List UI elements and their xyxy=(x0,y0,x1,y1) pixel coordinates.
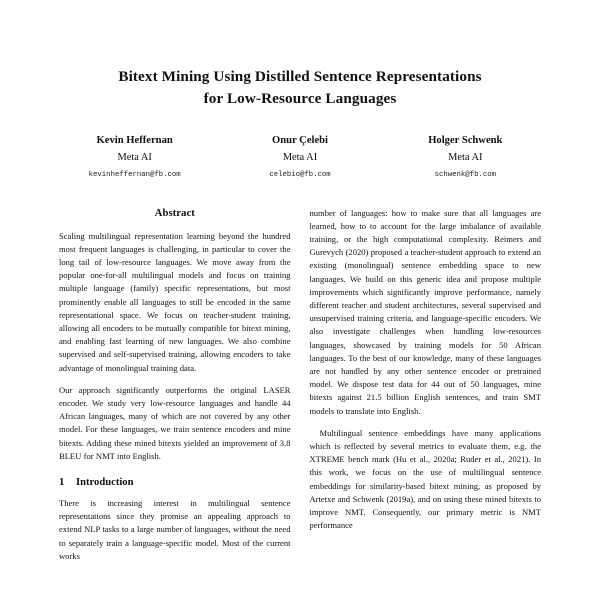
author-entry xyxy=(52,133,217,180)
author-affiliation: Meta AI xyxy=(282,152,318,164)
author-affiliation: Meta AI xyxy=(117,152,152,164)
introduction-paragraph-1: There is increasing interest in multilingual sentence representations since they promise an appealing approach to extend NLP tasks to a large number of languages, without the need to separately train a language-specific model. Most of the current works xyxy=(59,498,291,561)
section-title: Introduction xyxy=(76,477,134,489)
author-name: Onur Çelebi xyxy=(271,135,328,147)
author-email[interactable]: schwenk@fb.com xyxy=(434,170,496,179)
abstract-paragraph-2: Our approach significantly outperforms the original LASER encoder. We study very low-resource languages and handle 44 African languages, many of which are not covered by any other model. For these languages, we train sentence encoders and mine bitexts. Adding these mined bitexts yielded an improvement of 3.8 BLEU for NMT into English. xyxy=(59,384,291,461)
author-entry xyxy=(383,133,548,180)
author-name: Kevin Heffernan xyxy=(96,135,173,147)
author-affiliation: Meta AI xyxy=(448,152,483,164)
paper-title-line-1: Bitext Mining Using Distilled Sentence Representations xyxy=(118,68,482,85)
page-title xyxy=(85,66,515,109)
author-email[interactable]: celebio@fb.com xyxy=(269,170,331,179)
right-column-paragraph-1: number of languages: how to make sure that all languages are learned, how to to account for the large imbalance of available training, or the high computational complexity. Reimers and Gurevych (2020) proposed a teacher-student approach to extend an existing (monolingual) sentence embedding space to new languages. We build on this generic idea and propose multiple improvements which significantly improve performance, namely different teacher and student architectures, several supervised and unsupervised training criteria, and language-specific encoders. We also investigate challenges when handling low-resources languages, showcased by training models for 50 African languages. To the best of our knowledge, many of these languages are not handled by any other sentence encoder or pretrained model. We dispose test data for 44 out of 50 languages, mine bitexts against 21.5 billion English sentences, and train SMT models to translate into English. xyxy=(309,207,541,416)
right-column-paragraph-2: Multilingual sentence embeddings have many applications which is reflected by several metrics to evaluate them, e.g. the XTREME bench mark (Hu et al., 2020a; Ruder et al., 2021). In this work, we focus on the use of multilingual sentence embeddings for similarity-based bitext mining, as proposed by Artetxe and Schwenk (2019a), and on using these mined bitexts to improve NMT. Consequently, our primary metric is NMT performance xyxy=(309,427,541,531)
section-number: 1 xyxy=(59,477,65,489)
abstract-heading: Abstract xyxy=(154,206,195,219)
right-column xyxy=(310,207,542,563)
author-list xyxy=(0,133,600,180)
author-email[interactable]: kevinheffernan@fb.com xyxy=(88,170,181,179)
section-heading-introduction xyxy=(59,477,291,488)
author-entry xyxy=(217,133,382,180)
body-columns xyxy=(0,207,600,563)
title-block xyxy=(0,0,600,109)
left-column xyxy=(59,207,291,563)
abstract-paragraph-1: Scaling multilingual representation learning beyond the hundred most frequent languages is challenging, in particular to cover the long tail of low-resource languages. We move away from the popular one-for-all multilingual models and focus on training multiple language (family) specific representations, but most prominently enable all languages to still be encoded in the same representational space. We focus on teacher-student training, allowing all encoders to be mutually compatible for bitext mining, and enabling fast learning of new languages. We also combine supervised and self-supervised training, allowing encoders to take advantage of monolingual training data. xyxy=(59,230,291,373)
paper-title-line-2: for Low-Resource Languages xyxy=(203,89,397,107)
author-name: Holger Schwenk xyxy=(428,135,503,147)
